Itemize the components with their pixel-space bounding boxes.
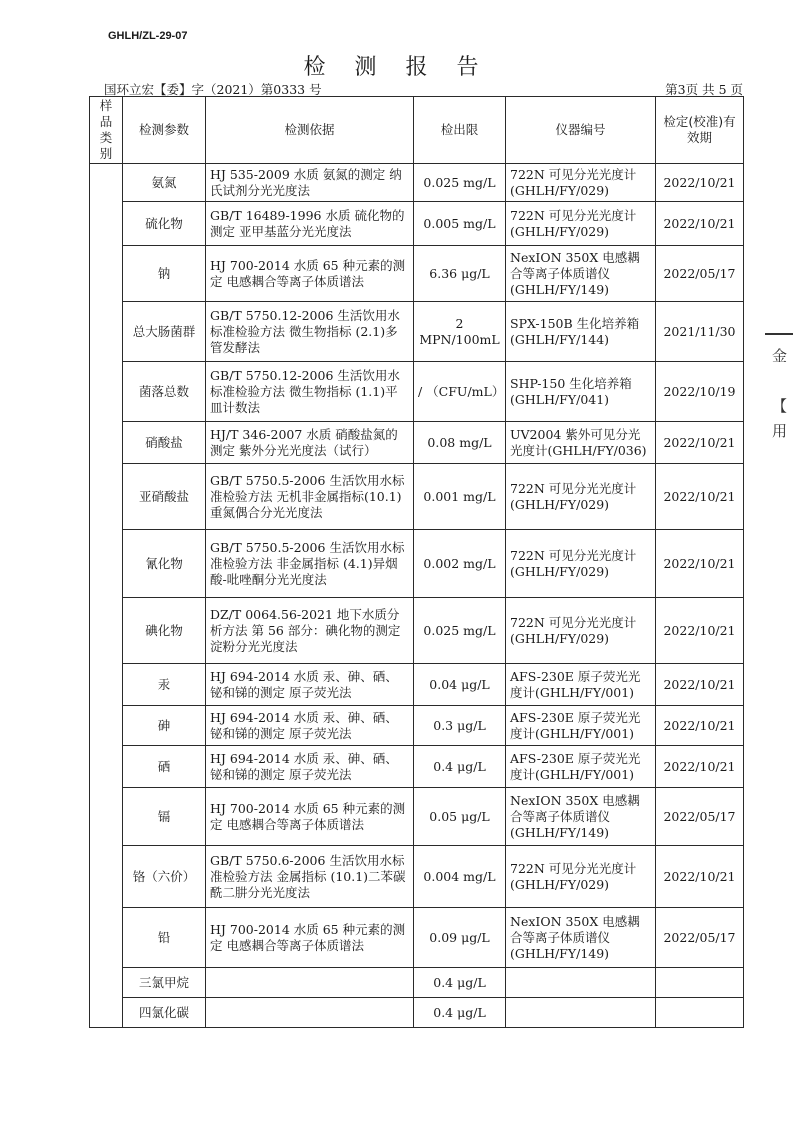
method-basis-cell: GB/T 5750.5-2006 生活饮用水标准检验方法 非金属指标 (4.1)异烟酸-吡唑酮分光光度法 bbox=[206, 530, 414, 598]
table-row bbox=[90, 908, 744, 968]
validity-date-cell: 2022/10/21 bbox=[656, 846, 744, 908]
table-row bbox=[90, 464, 744, 530]
table-row bbox=[90, 202, 744, 246]
parameter-cell: 硫化物 bbox=[123, 202, 206, 246]
page-indicator: 第3页 共 5 页 bbox=[665, 82, 743, 97]
method-basis-cell: HJ 700-2014 水质 65 种元素的测定 电感耦合等离子体质谱法 bbox=[206, 788, 414, 846]
detection-limit-cell: 0.004 mg/L bbox=[414, 846, 506, 908]
detection-limit-cell: 0.4 μg/L bbox=[414, 968, 506, 998]
validity-date-cell: 2022/10/21 bbox=[656, 598, 744, 664]
parameter-cell: 硝酸盐 bbox=[123, 422, 206, 464]
parameter-cell: 钠 bbox=[123, 246, 206, 302]
method-basis-cell: HJ 694-2014 水质 汞、砷、硒、铋和锑的测定 原子荧光法 bbox=[206, 706, 414, 746]
detection-limit-cell: 0.025 mg/L bbox=[414, 598, 506, 664]
header-parameter: 检测参数 bbox=[123, 97, 206, 164]
validity-date-cell bbox=[656, 998, 744, 1028]
method-basis-cell: GB/T 5750.12-2006 生活饮用水标准检验方法 微生物指标 (1.1)平皿计数法 bbox=[206, 362, 414, 422]
instrument-cell: AFS-230E 原子荧光光度计(GHLH/FY/001) bbox=[506, 664, 656, 706]
validity-date-cell bbox=[656, 968, 744, 998]
detection-limit-cell: 0.09 μg/L bbox=[414, 908, 506, 968]
validity-date-cell: 2022/10/21 bbox=[656, 706, 744, 746]
header-validity: 检定(校准)有效期 bbox=[656, 97, 744, 164]
table-row bbox=[90, 706, 744, 746]
instrument-cell: NexION 350X 电感耦合等离子体质谱仪(GHLH/FY/149) bbox=[506, 908, 656, 968]
parameter-cell: 砷 bbox=[123, 706, 206, 746]
detection-limit-cell: 0.005 mg/L bbox=[414, 202, 506, 246]
validity-date-cell: 2022/10/21 bbox=[656, 464, 744, 530]
parameter-cell: 三氯甲烷 bbox=[123, 968, 206, 998]
validity-date-cell: 2022/10/21 bbox=[656, 746, 744, 788]
table-row bbox=[90, 530, 744, 598]
instrument-cell: SPX-150B 生化培养箱(GHLH/FY/144) bbox=[506, 302, 656, 362]
table-row bbox=[90, 746, 744, 788]
table-row bbox=[90, 788, 744, 846]
detection-limit-cell: 0.025 mg/L bbox=[414, 164, 506, 202]
parameter-cell: 总大肠菌群 bbox=[123, 302, 206, 362]
table-row bbox=[90, 846, 744, 908]
method-basis-cell: GB/T 5750.12-2006 生活饮用水标准检验方法 微生物指标 (2.1)多管发酵法 bbox=[206, 302, 414, 362]
detection-limit-cell: 0.001 mg/L bbox=[414, 464, 506, 530]
instrument-cell bbox=[506, 998, 656, 1028]
method-basis-cell: GB/T 5750.5-2006 生活饮用水标准检验方法 无机非金属指标(10.1)重氮偶合分光光度法 bbox=[206, 464, 414, 530]
method-basis-cell: HJ 700-2014 水质 65 种元素的测定 电感耦合等离子体质谱法 bbox=[206, 908, 414, 968]
binding-edge-line bbox=[765, 333, 793, 335]
parameter-cell: 氰化物 bbox=[123, 530, 206, 598]
detection-limit-cell: 0.3 μg/L bbox=[414, 706, 506, 746]
header-basis: 检测依据 bbox=[206, 97, 414, 164]
instrument-cell bbox=[506, 968, 656, 998]
parameter-cell: 四氯化碳 bbox=[123, 998, 206, 1028]
table-row bbox=[90, 664, 744, 706]
table-row bbox=[90, 302, 744, 362]
instrument-cell: NexION 350X 电感耦合等离子体质谱仪(GHLH/FY/149) bbox=[506, 788, 656, 846]
instrument-cell: 722N 可见分光光度计(GHLH/FY/029) bbox=[506, 598, 656, 664]
validity-date-cell: 2022/10/21 bbox=[656, 164, 744, 202]
validity-date-cell: 2022/10/21 bbox=[656, 664, 744, 706]
instrument-cell: SHP-150 生化培养箱(GHLH/FY/041) bbox=[506, 362, 656, 422]
detection-limit-cell: / （CFU/mL） bbox=[414, 362, 506, 422]
report-title: 检 测 报 告 bbox=[303, 55, 490, 80]
instrument-cell: 722N 可见分光光度计(GHLH/FY/029) bbox=[506, 464, 656, 530]
validity-date-cell: 2022/10/19 bbox=[656, 362, 744, 422]
side-binding-mark: 金 bbox=[772, 347, 788, 365]
table-row bbox=[90, 164, 744, 202]
validity-date-cell: 2022/10/21 bbox=[656, 202, 744, 246]
validity-date-cell: 2021/11/30 bbox=[656, 302, 744, 362]
side-binding-mark: 用 bbox=[772, 422, 788, 440]
validity-date-cell: 2022/10/21 bbox=[656, 422, 744, 464]
instrument-cell: AFS-230E 原子荧光光度计(GHLH/FY/001) bbox=[506, 706, 656, 746]
sample-category-cell bbox=[90, 164, 123, 1028]
parameter-cell: 镉 bbox=[123, 788, 206, 846]
parameter-cell: 亚硝酸盐 bbox=[123, 464, 206, 530]
parameter-cell: 汞 bbox=[123, 664, 206, 706]
report-reference-number: 国环立宏【委】字（2021）第0333 号 bbox=[104, 82, 322, 97]
table-row bbox=[90, 998, 744, 1028]
instrument-cell: 722N 可见分光光度计(GHLH/FY/029) bbox=[506, 202, 656, 246]
detection-limit-cell: 0.04 μg/L bbox=[414, 664, 506, 706]
instrument-cell: 722N 可见分光光度计(GHLH/FY/029) bbox=[506, 164, 656, 202]
instrument-cell: NexION 350X 电感耦合等离子体质谱仪(GHLH/FY/149) bbox=[506, 246, 656, 302]
method-basis-cell: HJ/T 346-2007 水质 硝酸盐氮的测定 紫外分光光度法（试行） bbox=[206, 422, 414, 464]
method-basis-cell bbox=[206, 998, 414, 1028]
parameter-cell: 硒 bbox=[123, 746, 206, 788]
instrument-cell: AFS-230E 原子荧光光度计(GHLH/FY/001) bbox=[506, 746, 656, 788]
table-row bbox=[90, 422, 744, 464]
validity-date-cell: 2022/05/17 bbox=[656, 246, 744, 302]
validity-date-cell: 2022/05/17 bbox=[656, 788, 744, 846]
detection-limit-cell: 0.08 mg/L bbox=[414, 422, 506, 464]
document-code: GHLH/ZL-29-07 bbox=[108, 30, 188, 42]
detection-limit-cell: 2 MPN/100mL bbox=[414, 302, 506, 362]
detection-limit-cell: 0.4 μg/L bbox=[414, 998, 506, 1028]
header-sample-category: 样品类别 bbox=[90, 97, 123, 164]
parameter-cell: 铅 bbox=[123, 908, 206, 968]
instrument-cell: UV2004 紫外可见分光光度计(GHLH/FY/036) bbox=[506, 422, 656, 464]
method-basis-cell: HJ 694-2014 水质 汞、砷、硒、铋和锑的测定 原子荧光法 bbox=[206, 746, 414, 788]
validity-date-cell: 2022/10/21 bbox=[656, 530, 744, 598]
method-basis-cell: GB/T 5750.6-2006 生活饮用水标准检验方法 金属指标 (10.1)二苯碳酰二肼分光光度法 bbox=[206, 846, 414, 908]
table-row bbox=[90, 598, 744, 664]
table-header-row bbox=[90, 97, 744, 164]
detection-limit-cell: 0.05 μg/L bbox=[414, 788, 506, 846]
method-basis-cell: GB/T 16489-1996 水质 硫化物的测定 亚甲基蓝分光光度法 bbox=[206, 202, 414, 246]
method-basis-cell: DZ/T 0064.56-2021 地下水质分析方法 第 56 部分：碘化物的测定 淀粉分光光度法 bbox=[206, 598, 414, 664]
parameter-cell: 碘化物 bbox=[123, 598, 206, 664]
parameter-cell: 氨氮 bbox=[123, 164, 206, 202]
header-detection-limit: 检出限 bbox=[414, 97, 506, 164]
detection-limit-cell: 6.36 μg/L bbox=[414, 246, 506, 302]
instrument-cell: 722N 可见分光光度计(GHLH/FY/029) bbox=[506, 530, 656, 598]
side-binding-mark: 【 bbox=[772, 397, 788, 415]
table-row bbox=[90, 362, 744, 422]
parameter-cell: 铬（六价） bbox=[123, 846, 206, 908]
header-instrument: 仪器编号 bbox=[506, 97, 656, 164]
test-methods-table bbox=[89, 96, 744, 1028]
method-basis-cell: HJ 700-2014 水质 65 种元素的测定 电感耦合等离子体质谱法 bbox=[206, 246, 414, 302]
table-row bbox=[90, 968, 744, 998]
method-basis-cell: HJ 694-2014 水质 汞、砷、硒、铋和锑的测定 原子荧光法 bbox=[206, 664, 414, 706]
detection-limit-cell: 0.4 μg/L bbox=[414, 746, 506, 788]
table-row bbox=[90, 246, 744, 302]
parameter-cell: 菌落总数 bbox=[123, 362, 206, 422]
method-basis-cell: HJ 535-2009 水质 氨氮的测定 纳氏试剂分光光度法 bbox=[206, 164, 414, 202]
instrument-cell: 722N 可见分光光度计(GHLH/FY/029) bbox=[506, 846, 656, 908]
table-body bbox=[90, 164, 744, 1028]
validity-date-cell: 2022/05/17 bbox=[656, 908, 744, 968]
method-basis-cell bbox=[206, 968, 414, 998]
detection-limit-cell: 0.002 mg/L bbox=[414, 530, 506, 598]
